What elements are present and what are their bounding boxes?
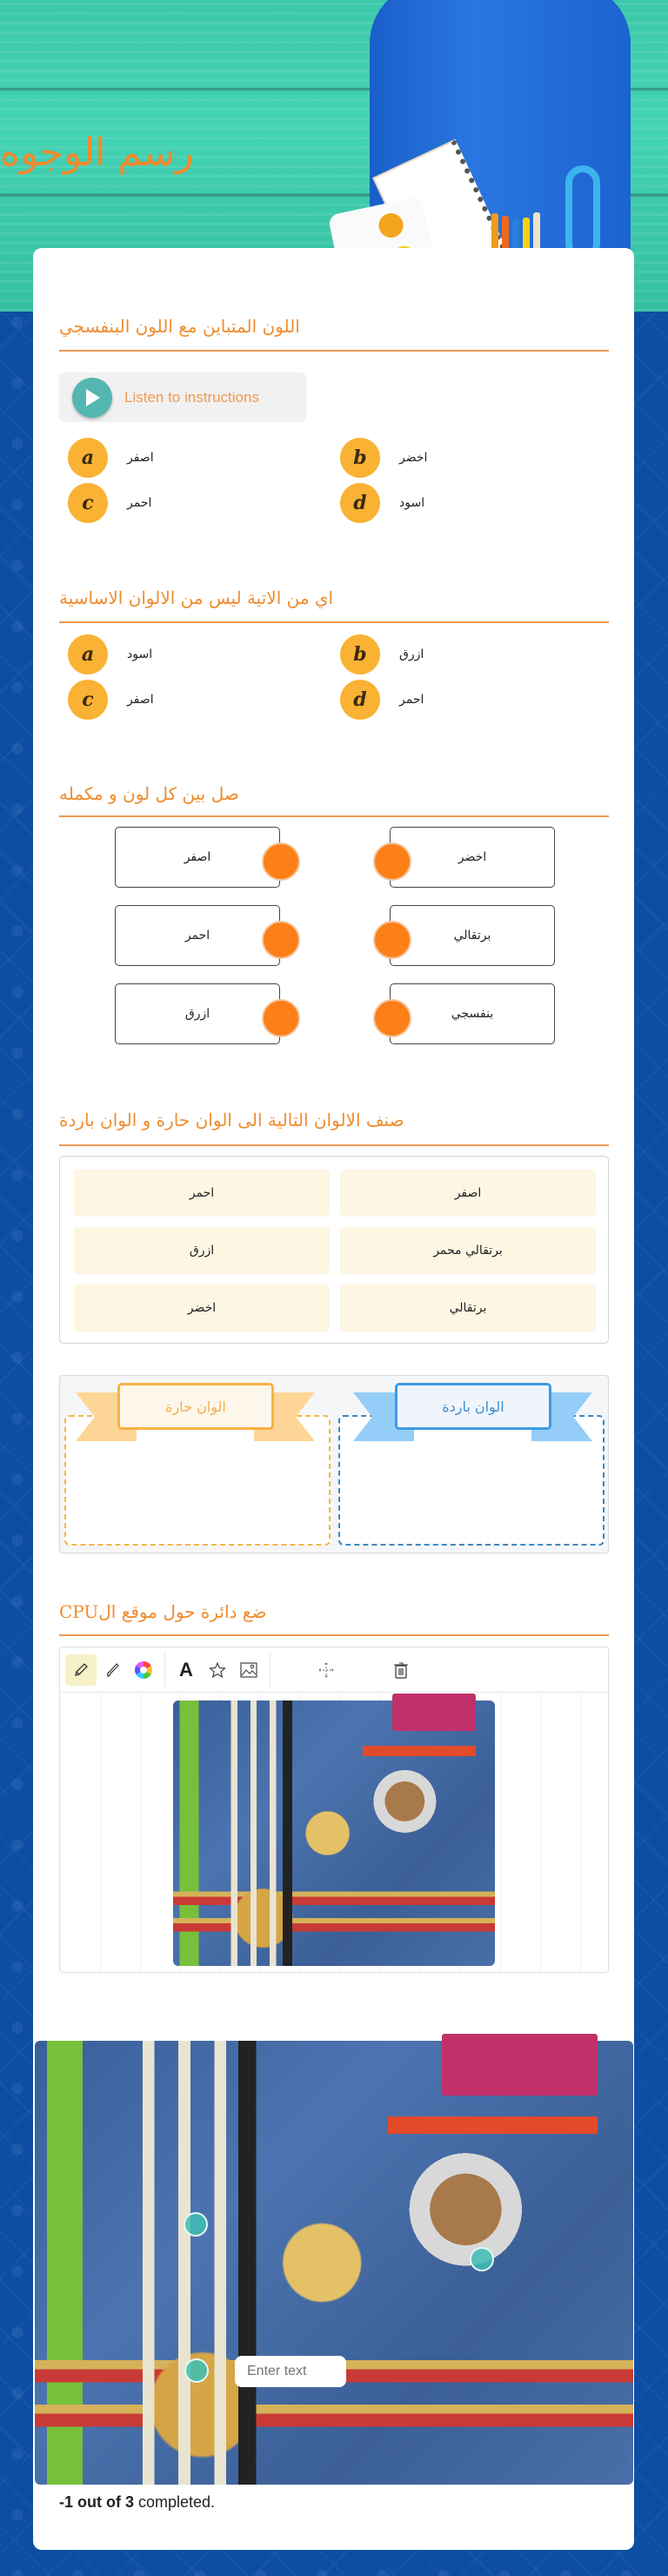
q1-option-a[interactable] bbox=[68, 437, 154, 479]
option-badge: b bbox=[340, 634, 380, 674]
option-badge: d bbox=[340, 680, 380, 720]
option-badge: a bbox=[68, 634, 108, 674]
match-right-item[interactable]: اخضر bbox=[390, 827, 555, 888]
play-icon bbox=[72, 378, 112, 418]
parallel-port bbox=[392, 1694, 476, 1731]
option-badge: c bbox=[68, 483, 108, 523]
option-label: احمر bbox=[127, 496, 152, 510]
question-1-title: اللون المتباين مع اللون البنفسجي bbox=[59, 316, 300, 337]
warm-colors-label: الوان حارة bbox=[117, 1383, 274, 1430]
move-icon[interactable] bbox=[311, 1654, 342, 1686]
draggable-color-chip[interactable]: برتقالي محمر bbox=[340, 1227, 596, 1274]
q2-option-b[interactable] bbox=[340, 634, 424, 675]
q2-option-d[interactable] bbox=[340, 679, 424, 721]
listen-instructions-button[interactable] bbox=[59, 372, 306, 422]
match-connector-dot[interactable] bbox=[262, 842, 300, 881]
completion-count: -1 out of 3 bbox=[59, 2493, 134, 2511]
match-connector-dot[interactable] bbox=[262, 921, 300, 959]
page-title: رسم الوجوه bbox=[0, 131, 194, 175]
match-right-item[interactable]: بنفسجي bbox=[390, 983, 555, 1044]
option-label: ازرق bbox=[399, 647, 424, 661]
toolbar-separator bbox=[270, 1653, 271, 1687]
drawing-toolbar bbox=[60, 1647, 608, 1693]
question-2-divider bbox=[59, 621, 609, 623]
option-label: اسود bbox=[399, 496, 425, 510]
hotspot-marker[interactable] bbox=[184, 2212, 208, 2237]
drawing-tool bbox=[59, 1647, 609, 1973]
draggable-color-chip[interactable]: ازرق bbox=[74, 1227, 330, 1274]
q2-option-a[interactable] bbox=[68, 634, 152, 675]
draggable-color-chip[interactable]: برتقالي bbox=[340, 1285, 596, 1332]
cool-colors-label: الوان باردة bbox=[395, 1383, 551, 1430]
option-label: اصفر bbox=[127, 451, 154, 465]
option-label: اصفر bbox=[127, 693, 154, 707]
option-label: اخضر bbox=[399, 451, 428, 465]
motherboard-hotspot-image[interactable] bbox=[35, 2041, 633, 2485]
text-icon[interactable]: A bbox=[179, 1658, 193, 1680]
star-icon[interactable] bbox=[202, 1654, 233, 1686]
parallel-port bbox=[442, 2034, 598, 2096]
question-5-divider bbox=[59, 1634, 609, 1636]
classify-items-box bbox=[59, 1156, 609, 1344]
match-left-item[interactable]: اصفر bbox=[115, 827, 280, 888]
hotspot-text-input[interactable] bbox=[235, 2356, 346, 2387]
pencil-icon[interactable] bbox=[65, 1654, 97, 1686]
worksheet-card bbox=[33, 248, 634, 2550]
q2-option-c[interactable] bbox=[68, 679, 154, 721]
option-label: اسود bbox=[127, 647, 153, 661]
question-5-title: ضع دائرة حول موقع الCPU bbox=[59, 1601, 267, 1622]
color-wheel-icon[interactable] bbox=[128, 1654, 159, 1686]
motherboard-image bbox=[173, 1701, 495, 1966]
draggable-color-chip[interactable]: اخضر bbox=[74, 1285, 330, 1332]
q1-option-c[interactable] bbox=[68, 482, 151, 524]
image-icon[interactable] bbox=[233, 1654, 264, 1686]
scissors-illustration bbox=[565, 165, 600, 261]
option-badge: a bbox=[68, 438, 108, 478]
q1-option-d[interactable] bbox=[340, 482, 424, 524]
option-label: احمر bbox=[399, 693, 424, 707]
match-connector-dot[interactable] bbox=[262, 999, 300, 1037]
agp-slot bbox=[388, 2116, 598, 2134]
match-left-item[interactable]: ازرق bbox=[115, 983, 280, 1044]
question-3-title: صل بين كل لون و مكمله bbox=[59, 783, 239, 804]
listen-label: Listen to instructions bbox=[124, 388, 259, 406]
completion-suffix: completed. bbox=[134, 2493, 216, 2511]
brush-icon[interactable] bbox=[97, 1654, 128, 1686]
question-2-title: اي من الاتية ليس من الالوان الاساسية bbox=[59, 587, 334, 608]
match-connector-dot[interactable] bbox=[373, 842, 411, 881]
question-1-divider bbox=[59, 350, 609, 352]
classify-drop-zones bbox=[59, 1375, 609, 1553]
match-right-item[interactable]: برتقالي bbox=[390, 905, 555, 966]
match-left-item[interactable]: احمر bbox=[115, 905, 280, 966]
draggable-color-chip[interactable]: اصفر bbox=[340, 1170, 596, 1217]
match-connector-dot[interactable] bbox=[373, 999, 411, 1037]
completion-status bbox=[59, 2493, 215, 2512]
trash-icon[interactable] bbox=[385, 1654, 417, 1686]
option-badge: b bbox=[340, 438, 380, 478]
option-badge: c bbox=[68, 680, 108, 720]
draggable-color-chip[interactable]: احمر bbox=[74, 1170, 330, 1217]
drawing-canvas[interactable] bbox=[60, 1694, 608, 1972]
question-4-divider bbox=[59, 1144, 609, 1146]
agp-slot bbox=[363, 1746, 476, 1756]
question-3-divider bbox=[59, 815, 609, 817]
match-connector-dot[interactable] bbox=[373, 921, 411, 959]
hotspot-marker[interactable] bbox=[184, 2358, 209, 2383]
question-4-title: صنف الالوان التالية الى الوان حارة و الوان باردة bbox=[59, 1110, 404, 1130]
option-badge: d bbox=[340, 483, 380, 523]
hotspot-marker[interactable] bbox=[470, 2247, 494, 2271]
toolbar-separator bbox=[164, 1653, 165, 1687]
q1-option-b[interactable] bbox=[340, 437, 427, 479]
